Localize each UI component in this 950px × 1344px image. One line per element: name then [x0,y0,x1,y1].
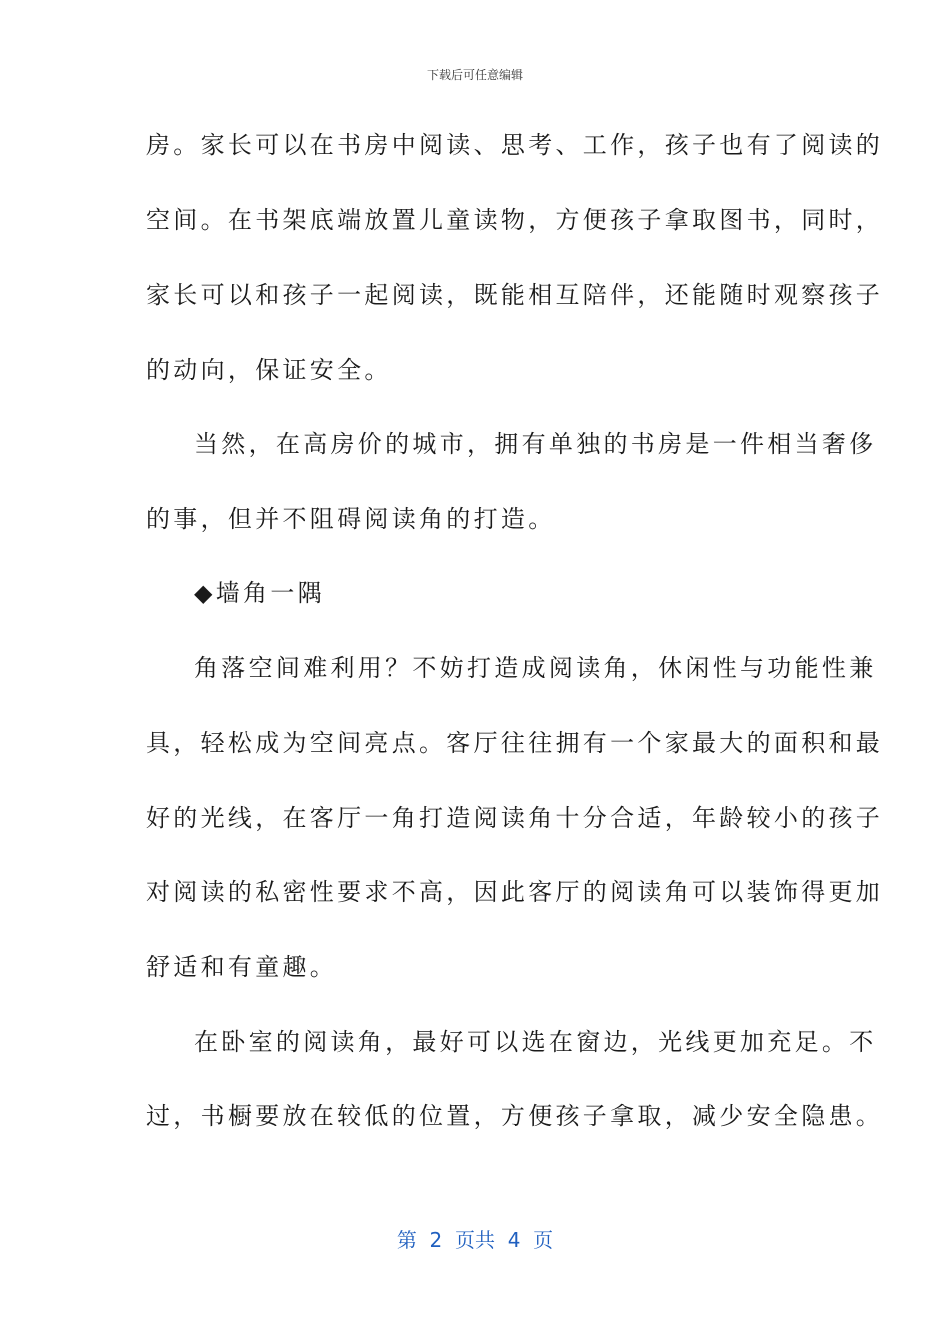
body-line-11: 对阅读的私密性要求不高，因此客厅的阅读角可以装饰得更加 [146,878,884,906]
page-header: 下载后可任意编辑 [426,68,523,82]
body-line-10: 好的光线，在客厅一角打造阅读角十分合适，年龄较小的孩子 [146,804,884,832]
body-line-6: 的事，但并不阻碍阅读角的打造。 [146,505,556,533]
body-line-4: 的动向，保证安全。 [146,356,392,384]
body-line-13: 在卧室的阅读角，最好可以选在窗边，光线更加充足。不 [194,1028,877,1056]
body-line-5: 当然，在高房价的城市，拥有单独的书房是一件相当奢侈 [194,430,877,458]
body-line-12: 舒适和有童趣。 [146,953,338,981]
body-line-3: 家长可以和孩子一起阅读，既能相互陪伴，还能随时观察孩子 [146,281,884,309]
body-line-8: 角落空间难利用？不妨打造成阅读角，休闲性与功能性兼 [194,654,877,682]
body-line-2: 空间。在书架底端放置儿童读物，方便孩子拿取图书，同时， [146,206,884,234]
section-heading: ◆墙角一隅 [194,579,325,607]
body-line-9: 具，轻松成为空间亮点。客厅往往拥有一个家最大的面积和最 [146,729,884,757]
page-footer: 第 2 页共 4 页 [396,1228,554,1252]
body-line-14: 过，书橱要放在较低的位置，方便孩子拿取，减少安全隐患。 [146,1102,884,1130]
body-line-1: 房。家长可以在书房中阅读、思考、工作，孩子也有了阅读的 [146,131,884,159]
